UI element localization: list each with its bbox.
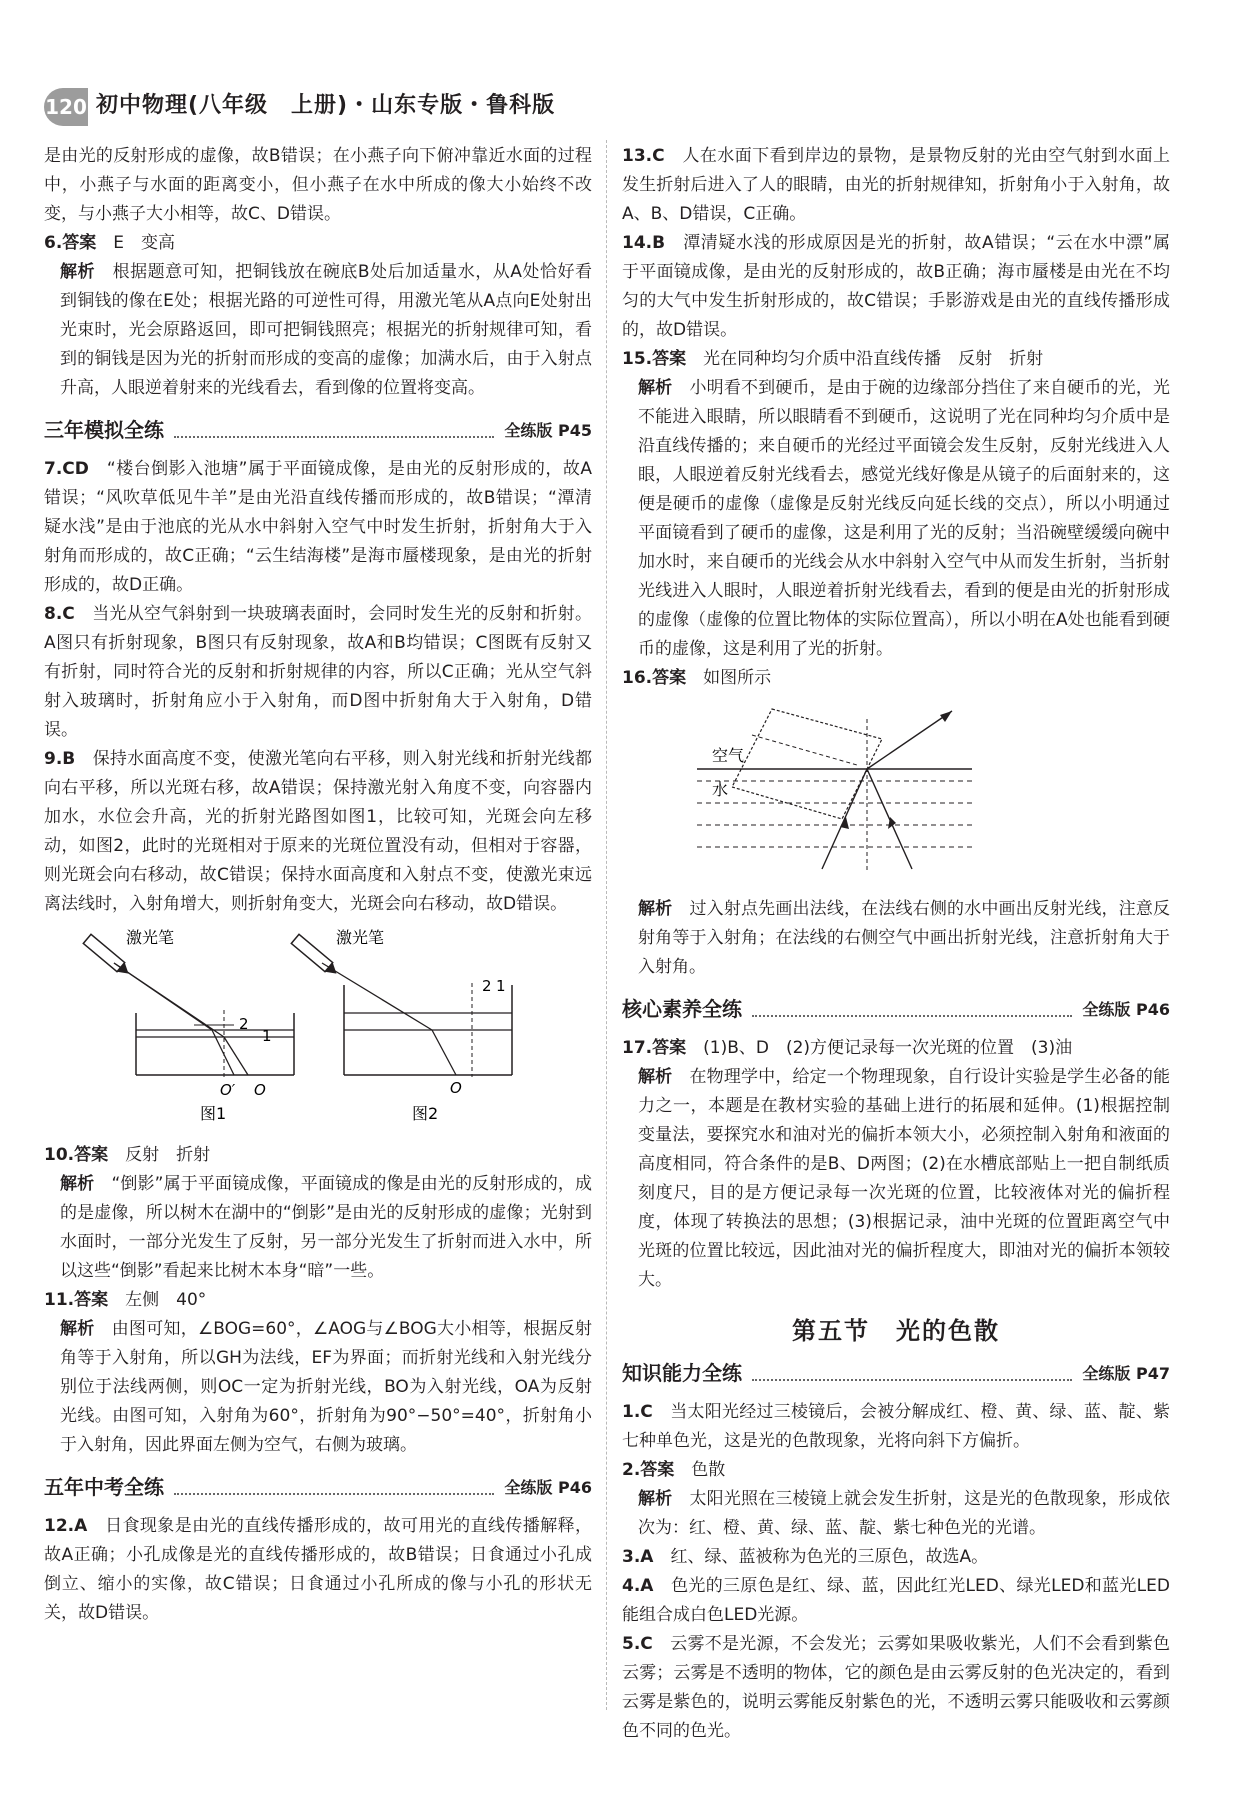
q-number: 7.CD (44, 459, 89, 479)
answer-k1 (622, 1398, 1170, 1456)
answer-text: 色光的三原色是红、绿、蓝，因此红光LED、绿光LED和蓝光LED能组合成白色LED光源。 (622, 1576, 1170, 1625)
answer-text: 当太阳光经过三棱镜后，会被分解成红、橙、黄、绿、蓝、靛、紫七种单色光，这是光的色散现象，光将向斜下方偏折。 (622, 1402, 1171, 1451)
q-number: 2.答案 (622, 1460, 675, 1480)
q-number: 10.答案 (44, 1145, 109, 1165)
section-header-wunian (44, 1470, 592, 1504)
jiexi-label: 解析 (60, 1319, 95, 1339)
answer-13 (622, 142, 1170, 229)
jiexi-label: 解析 (60, 1174, 95, 1194)
answer-text: 云雾不是光源，不会发光；云雾如果吸收紫光，人们不会看到紫色云雾；云雾是不透明的物体，它的颜色是由云雾反射的色光决定的，看到云雾是紫色的，说明云雾能反射紫色的光，不透明云雾只能吸收和云雾颜色不同的色光。 (622, 1634, 1171, 1741)
q-number: 14.B (622, 233, 666, 253)
q-number: 17.答案 (622, 1038, 687, 1058)
dotted-leader (752, 1001, 1072, 1017)
section-header-sannian (44, 413, 592, 447)
label-o: O (450, 1079, 462, 1097)
label-1: 1 (262, 1027, 272, 1045)
chapter-section-title: 第五节 光的色散 (792, 1317, 1000, 1345)
section-title: 三年模拟全练 (44, 417, 164, 442)
q-number: 1.C (622, 1402, 653, 1422)
figure-caption: 图1 (200, 1104, 227, 1123)
explanation-text: 根据题意可知，把铜钱放在碗底B处后加适量水，从A处恰好看到铜钱的像在E处；根据光路的可逆性可得，用激光笔从A点向E处射出光束时，光会原路返回，即可把铜钱照亮；根据光的折射规律可知，看到的铜钱是因为光的折射而形成的变高的虚像；加满水后，由于入射点升高，人眼逆着射来的光线看去，看到像的位置将变高。 (60, 262, 593, 398)
figure-1 (83, 928, 294, 1123)
answer-12 (44, 1512, 592, 1628)
section-title: 五年中考全练 (44, 1474, 164, 1499)
answer-15 (622, 345, 1170, 374)
answer-text: 光在同种均匀介质中沿直线传播 反射 折射 (703, 349, 1044, 369)
answer-8 (44, 600, 592, 745)
right-column (622, 142, 1170, 1746)
laser-figures (44, 925, 592, 1125)
dotted-leader (752, 1365, 1072, 1381)
explanation-text: 过入射点先画出法线，在法线右侧的水中画出反射光线，注意反射角等于入射角；在法线的右侧空气中画出折射光线，注意折射角大于入射角。 (638, 899, 1171, 977)
figure-caption: 图2 (412, 1104, 439, 1123)
explanation-k2 (622, 1485, 1170, 1543)
answer-text: 如图所示 (703, 668, 772, 688)
q-number: 6.答案 (44, 233, 97, 253)
answer-17 (622, 1034, 1170, 1063)
answer-6 (44, 229, 592, 258)
explanation-text: 太阳光照在三棱镜上就会发生折射，这是光的色散现象，形成依次为：红、橙、黄、绿、蓝、靛、紫七种色光的光谱。 (638, 1489, 1171, 1538)
explanation-17 (622, 1063, 1170, 1295)
jiexi-label: 解析 (638, 1489, 673, 1509)
answer-9 (44, 745, 592, 919)
section-title: 核心素养全练 (622, 996, 742, 1021)
section-ref: 全练版 P46 (1082, 999, 1170, 1019)
answer-text: 潭清疑水浅的形成原因是光的折射，故A错误；“云在水中漂”属于平面镜成像，是由光的反射形成的，故B正确；海市蜃楼是由光在不均匀的大气中发生折射形成的，故C错误；手影游戏是由光的直线传播形成的，故D错误。 (622, 233, 1170, 340)
explanation-15 (622, 374, 1170, 664)
answer-k5 (622, 1630, 1170, 1746)
page-number: 120 (44, 88, 88, 126)
label-1: 1 (496, 977, 506, 995)
explanation-10 (44, 1170, 592, 1286)
answer-text: 当光从空气斜射到一块玻璃表面时，会同时发生光的反射和折射。A图只有折射现象，B图只有反射现象，故A和B均错误；C图既有反射又有折射，同时符合光的反射和折射规律的内容，所以C正确；光从空气斜射入玻璃时，折射角应小于入射角，而D图中折射角大于入射角，D错误。 (44, 604, 593, 740)
jiexi-label: 解析 (638, 378, 673, 398)
q-number: 3.A (622, 1547, 654, 1567)
jiexi-label: 解析 (60, 262, 96, 282)
answer-14 (622, 229, 1170, 345)
explanation-text: 在物理学中，给定一个物理现象，自行设计实验是学生必备的能力之一，本题是在教材实验的基础上进行的拓展和延伸。(1)根据控制变量法，要探究水和油对光的偏折本领大小，必须控制入射角和液面的高度相同，符合条件的是B、D两图；(2)在水槽底部贴上一把自制纸质刻度尺，目的是方便记录每一次光斑的位置，比较液体对光的偏折程度，体现了转换法的思想；(3)根据记录，油中光斑的位置距离空气中光斑的位置比较远，因此油对光的偏折程度大，即油对光的偏折本领较大。 (638, 1067, 1171, 1290)
q-number: 13.C (622, 146, 665, 166)
answer-7 (44, 455, 592, 600)
label-2: 2 (239, 1015, 249, 1033)
jiexi-label: 解析 (638, 1067, 673, 1087)
answer-text: 人在水面下看到岸边的景物，是景物反射的光由空气射到水面上发生折射后进入了人的眼睛，由光的折射规律知，折射角小于入射角，故A、B、D错误，C正确。 (622, 146, 1171, 224)
laser-label: 激光笔 (126, 928, 175, 947)
label-o: O (254, 1081, 266, 1099)
answer-k2 (622, 1456, 1170, 1485)
section-title: 知识能力全练 (622, 1360, 742, 1385)
answer-text: 日食现象是由光的直线传播形成的，故可用光的直线传播解释，故A正确；小孔成像是光的直线传播形成的，故B错误；日食通过小孔成倒立、缩小的实像，故C错误；日食通过小孔所成的像与小孔的形状无关，故D错误。 (44, 1516, 593, 1623)
answer-16 (622, 664, 1170, 693)
section-header-hexin (622, 992, 1170, 1026)
q-number: 11.答案 (44, 1290, 109, 1310)
section-ref: 全练版 P46 (504, 1477, 592, 1497)
q-number: 16.答案 (622, 668, 687, 688)
answer-10 (44, 1141, 592, 1170)
column-divider (606, 140, 607, 1710)
q-number: 15.答案 (622, 349, 687, 369)
left-column (44, 142, 592, 1628)
q-number: 9.B (44, 749, 76, 769)
explanation-text: 由图可知，∠BOG=60°，∠AOG与∠BOG大小相等，根据反射角等于入射角，所以GH为法线，EF为界面；而折射光线和入射光线分别位于法线两侧，则OC一定为折射光线，BO为入射光线，OA为反射光线。由图可知，入射角为60°，折射角为90°−50°=40°，折射角小于入射角，因此界面左侧为空气，右侧为玻璃。 (60, 1319, 592, 1455)
q-number: 5.C (622, 1634, 653, 1654)
answer-text: “楼台倒影入池塘”属于平面镜成像，是由光的反射形成的，故A错误；“风吹草低见牛羊”是由光沿直线传播而形成的，故B错误；“潭清疑水浅”是由于池底的光从水中斜射入空气中时发生折射，折射角大于入射角而形成的，故C正确；“云生结海楼”是海市蜃楼现象，是由光的折射形成的，故D正确。 (44, 459, 593, 595)
section-ref: 全练版 P47 (1082, 1363, 1170, 1383)
laser-label: 激光笔 (336, 928, 385, 947)
answer-text: 色散 (691, 1460, 726, 1480)
answer-text: 红、绿、蓝被称为色光的三原色，故选A。 (670, 1547, 989, 1567)
book-title: 初中物理(八年级 上册)・山东专版・鲁科版 (96, 93, 556, 118)
jiexi-label: 解析 (638, 899, 673, 919)
continued-paragraph: 是由光的反射形成的虚像，故B错误；在小燕子向下俯冲靠近水面的过程中，小燕子与水面的距离变小，但小燕子在水中所成的像大小始终不改变，与小燕子大小相等，故C、D错误。 (44, 146, 592, 224)
page-header (44, 86, 604, 126)
figure-2 (291, 928, 512, 1123)
label-o-prime: O′ (220, 1081, 236, 1099)
water-label: 水 (712, 780, 729, 799)
answer-k3 (622, 1543, 1170, 1572)
answer-k4 (622, 1572, 1170, 1630)
answer-text: 反射 折射 (125, 1145, 211, 1165)
explanation-text: 小明看不到硬币，是由于碗的边缘部分挡住了来自硬币的光，光不能进入眼睛，所以眼睛看不到硬币，这说明了光在同种均匀介质中是沿直线传播的；来自硬币的光经过平面镜会发生反射，反射光线进入人眼，人眼逆着反射光线看去，感觉光线好像是从镜子的后面射来的，这便是硬币的虚像（虚像是反射光线反向延长线的交点），所以小明通过平面镜看到了硬币的虚像，这是利用了光的反射；当沿碗壁缓缓向碗中加水时，来自硬币的光线会从水中斜射入空气中从而发生折射，当折射光线进入人眼时，人眼逆着折射光线看去，看到的便是由光的折射形成的虚像（虚像的位置比物体的实际位置高），所以小明在A处也能看到硬币的虚像，这是利用了光的折射。 (638, 378, 1171, 659)
answer-text: 左侧 40° (125, 1290, 207, 1310)
dotted-leader (174, 422, 494, 438)
explanation-11 (44, 1315, 592, 1460)
section-ref: 全练版 P45 (504, 420, 592, 440)
q-number: 12.A (44, 1516, 88, 1536)
q-number: 8.C (44, 604, 75, 624)
section-header-zhishi (622, 1356, 1170, 1390)
air-label: 空气 (712, 746, 745, 765)
answer-text: E 变高 (113, 233, 176, 253)
explanation-16 (622, 895, 1170, 982)
refraction-figure (622, 699, 1170, 879)
answer-11 (44, 1286, 592, 1315)
label-2: 2 (482, 977, 492, 995)
explanation-text: “倒影”属于平面镜成像，平面镜成的像是由光的反射形成的，成的是虚像，所以树木在湖中的“倒影”是由光的反射形成的虚像；光射到水面时，一部分光发生了反射，另一部分光发生了折射而进入水中，所以这些“倒影”看起来比树木本身“暗”一些。 (60, 1174, 593, 1281)
answer-text: (1)B、D (2)方便记录每一次光斑的位置 (3)油 (703, 1038, 1073, 1058)
q-number: 4.A (622, 1576, 654, 1596)
explanation-6 (44, 258, 592, 403)
dotted-leader (174, 1479, 494, 1495)
answer-text: 保持水面高度不变，使激光笔向右平移，则入射光线和折射光线都向右平移，所以光斑右移，故A错误；保持激光射入角度不变，向容器内加水，水位会升高，光的折射光路图如图1，比较可知，光斑会向左移动，如图2，此时的光斑相对于原来的光斑位置没有动，但相对于容器，则光斑会向右移动，故C错误；保持水面高度和入射点不变，使激光束远离法线时，入射角增大，则折射角变大，光斑会向右移动，故D错误。 (44, 749, 593, 914)
